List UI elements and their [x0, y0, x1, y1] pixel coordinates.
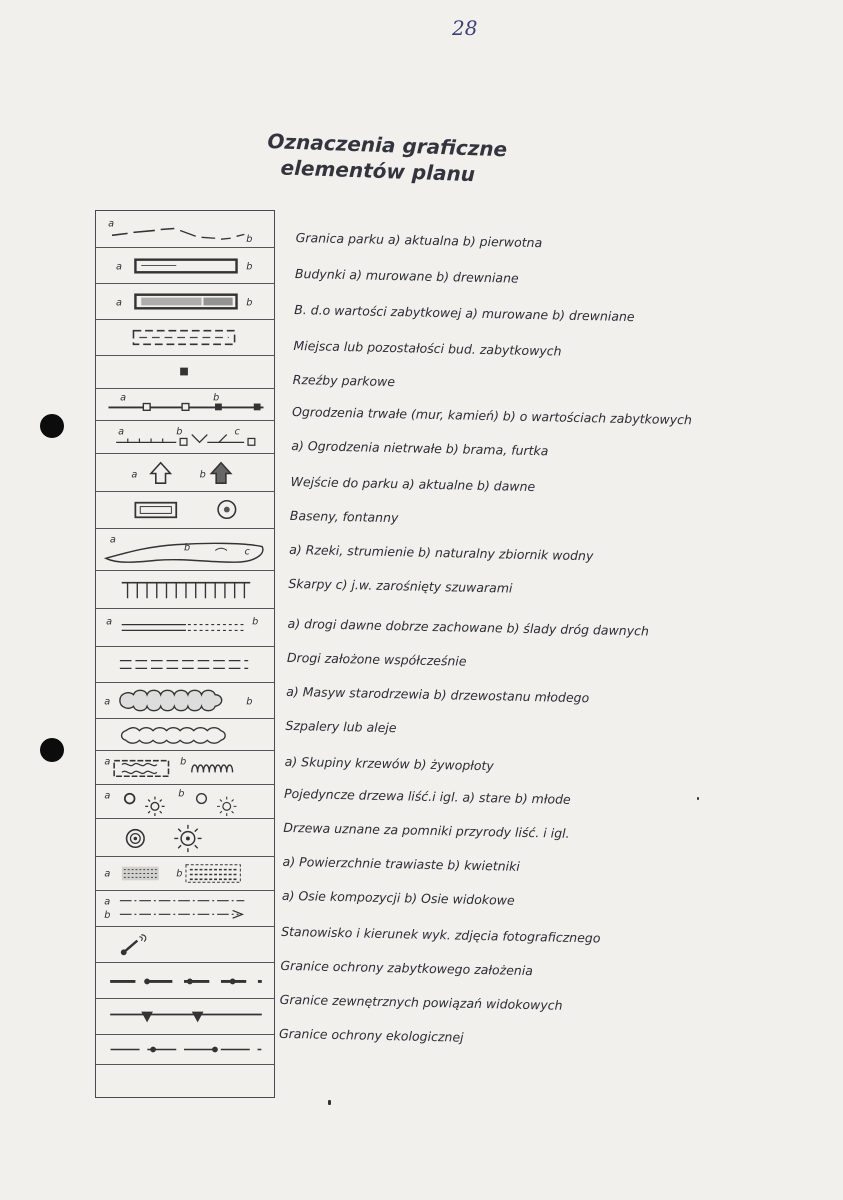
desc-photo-station: Stanowisko i kierunek wyk. zdjęcia fotograficznego [281, 923, 601, 946]
symbol-mark: b [246, 234, 253, 246]
symbol-mark: a [104, 896, 111, 908]
desc-light-fences: a) Ogrodzenia nietrwałe b) brama, furtka [291, 437, 549, 459]
symbol-mark: a [106, 616, 113, 628]
legend-row-monument-trees [96, 819, 274, 857]
light-fence-symbol [96, 421, 274, 453]
stray-mark [697, 797, 699, 800]
title-line-2: elementów planu [280, 155, 476, 187]
modern-roads-symbol [96, 647, 274, 682]
legend-row-rivers [96, 529, 274, 571]
ecological-border-symbol [96, 1035, 274, 1064]
desc-old-roads: a) drogi dawne dobrze zachowane b) ślady dróg dawnych [287, 615, 650, 639]
axes-symbol [96, 891, 274, 926]
dashed-building-symbol [96, 320, 274, 355]
legend-row-grass [96, 857, 274, 891]
legend-row-sculpture [96, 356, 274, 389]
shrubs-hedges-symbol [96, 751, 274, 784]
symbol-mark: b [246, 261, 253, 273]
legend-symbol-table [95, 210, 275, 1098]
building-symbol [96, 248, 274, 283]
symbol-mark: b [176, 868, 183, 880]
symbol-mark: a [120, 392, 127, 404]
photo-station-symbol [96, 927, 274, 962]
protection-border-symbol [96, 963, 274, 998]
desc-building-remains: Miejsca lub pozostałości bud. zabytkowych [293, 337, 562, 359]
grass-flowerbeds-symbol [96, 857, 274, 890]
pool-fountain-symbol [96, 492, 274, 528]
symbol-mark: a [109, 534, 116, 546]
legend-row-solid-fence [96, 389, 274, 421]
legend-row-protection-border [96, 963, 274, 999]
legend-row-historic-buildings [96, 284, 274, 320]
symbol-mark: a [118, 426, 125, 438]
symbol-mark: b [213, 392, 220, 404]
sculpture-symbol [96, 356, 274, 388]
border-lines-symbol [96, 211, 274, 247]
symbol-mark: b [104, 910, 111, 922]
legend-row-modern-roads [96, 647, 274, 683]
desc-pools: Baseny, fontanny [289, 507, 399, 526]
symbol-mark: b [199, 469, 206, 481]
symbol-mark: c [234, 426, 240, 438]
punch-hole-top [40, 414, 64, 438]
symbol-mark: b [180, 756, 187, 768]
legend-row-tree-mass [96, 683, 274, 719]
legend-row-buildings [96, 248, 274, 284]
symbol-mark: b [178, 788, 185, 800]
legend-row-building-remains [96, 320, 274, 356]
page-title [266, 128, 528, 189]
symbol-mark: a [115, 297, 122, 309]
entrance-arrow-symbol [96, 454, 274, 491]
desc-solid-fences: Ogrodzenia trwałe (mur, kamień) b) o wartościach zabytkowych [291, 403, 693, 428]
desc-entrance: Wejście do parku a) aktualne b) dawne [290, 473, 536, 495]
monument-trees-symbol [96, 819, 274, 856]
symbol-mark: b [252, 616, 259, 628]
avenue-symbol [96, 719, 274, 750]
desc-shrubs: a) Skupiny krzewów b) żywopłoty [284, 753, 494, 774]
legend-row-photo-station [96, 927, 274, 963]
desc-sculptures: Rzeźby parkowe [292, 371, 396, 390]
symbol-mark: b [176, 426, 183, 438]
stray-mark [328, 1100, 331, 1105]
river-pond-symbol [96, 529, 274, 570]
single-trees-symbol [96, 785, 274, 818]
symbol-mark: a [104, 756, 111, 768]
legend-row-view-border [96, 999, 274, 1035]
legend-row-shrubs [96, 751, 274, 785]
legend-row-pools [96, 492, 274, 529]
title-line-1: Oznaczenia graficzne [267, 128, 508, 162]
symbol-mark: b [184, 542, 191, 554]
symbol-mark: b [246, 696, 253, 708]
desc-monument-trees: Drzewa uznane za pomniki przyrody liść. i igl. [283, 819, 570, 841]
legend-row-ecological-border [96, 1035, 274, 1065]
desc-single-trees: Pojedyncze drzewa liść.i igl. a) stare b) młode [283, 785, 571, 807]
legend-row-entrance [96, 454, 274, 492]
legend-row-old-roads [96, 609, 274, 647]
desc-historic-buildings: B. d.o wartości zabytkowej a) murowane b) drewniane [294, 301, 635, 325]
old-roads-symbol [96, 609, 274, 646]
legend-descriptions [278, 224, 746, 1045]
desc-buildings: Budynki a) murowane b) drewniane [294, 265, 519, 286]
legend-row-single-trees [96, 785, 274, 819]
desc-park-border: Granica parku a) aktualna b) pierwotna [295, 229, 543, 251]
legend-row-light-fence [96, 421, 274, 454]
desc-axes: a) Osie kompozycji b) Osie widokowe [281, 887, 515, 908]
desc-modern-roads: Drogi założone współcześnie [286, 649, 467, 669]
legend-row-avenue [96, 719, 274, 751]
escarpment-symbol [96, 571, 274, 608]
legend-row-border [96, 211, 274, 248]
symbol-mark: a [104, 790, 111, 802]
symbol-mark: a [115, 261, 122, 273]
punch-hole-bottom [40, 738, 64, 762]
desc-rivers: a) Rzeki, strumienie b) naturalny zbiornik wodny [289, 541, 594, 564]
solid-fence-symbol [96, 389, 274, 420]
desc-ecological-border: Granice ochrony ekologicznej [278, 1025, 464, 1045]
desc-view-border: Granice zewnętrznych powiązań widokowych [279, 991, 563, 1013]
symbol-mark: c [244, 546, 250, 558]
desc-avenues: Szpalery lub aleje [285, 717, 397, 736]
desc-protection-border: Granice ochrony zabytkowego założenia [280, 957, 534, 979]
symbol-mark: a [104, 696, 111, 708]
legend-row-escarpment [96, 571, 274, 609]
symbol-mark: a [131, 469, 138, 481]
legend-row-empty [96, 1065, 274, 1097]
symbol-mark: a [108, 218, 115, 230]
symbol-mark: b [246, 297, 253, 309]
view-border-symbol [96, 999, 274, 1034]
symbol-mark: a [104, 868, 111, 880]
legend-row-axes [96, 891, 274, 927]
desc-tree-mass: a) Masyw starodrzewia b) drzewostanu młodego [286, 683, 590, 706]
tree-mass-symbol [96, 683, 274, 718]
desc-escarpments: Skarpy c) j.w. zarośnięty szuwarami [288, 575, 513, 596]
historic-building-symbol [96, 284, 274, 319]
desc-grass: a) Powierzchnie trawiaste b) kwietniki [282, 853, 520, 874]
page-number: 28 [452, 16, 478, 40]
